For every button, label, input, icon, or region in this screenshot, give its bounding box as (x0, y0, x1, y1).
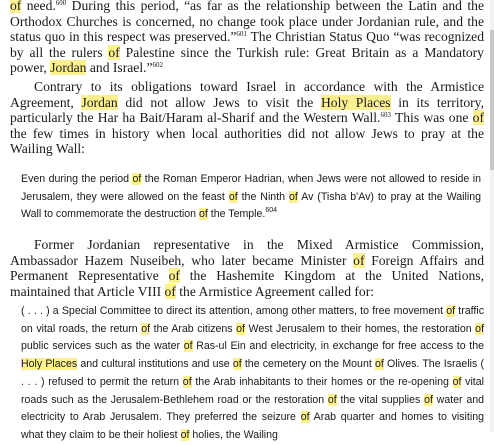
search-highlight: of (141, 322, 151, 335)
text-run: Even during the period (21, 173, 133, 185)
text-run: in its territory, particularly the Har ha Bait/Haram al-Sharif and the Western Wall. (10, 94, 484, 126)
text-run: did not allow Jews to visit the (117, 94, 321, 110)
text-run: Palestine since the Turkish rule: Great Britain as a Mandatory power, (10, 44, 484, 76)
text-run: holies, the Wailing (189, 428, 278, 441)
search-highlight: of (353, 252, 365, 268)
text-run: the Temple. (207, 208, 266, 221)
paragraph-2 (10, 79, 484, 157)
search-highlight: Jordan (50, 60, 87, 76)
text-run: and Israel.” (86, 60, 153, 76)
search-highlight: of (288, 190, 298, 203)
search-highlight: of (424, 393, 433, 406)
text-run: vital roads such as the Jerusalem-Bethlehem road or the restoration (21, 375, 484, 406)
footnote-ref: 600 (55, 0, 67, 7)
block-quote-article-viii (21, 303, 484, 445)
text-run: the Arab citizens (150, 322, 237, 335)
text-run: the Hashemite Kingdom at the United Nations, maintained that Article VIII (10, 268, 484, 299)
text-run: Av (Tisha b'Av) to pray at the Wailing Wall to commemorate the destruction (21, 190, 481, 221)
search-highlight: of (374, 358, 384, 371)
search-highlight: of (182, 375, 192, 388)
paragraph-1 (10, 0, 484, 76)
text-run: the cemetery on the Mount (241, 358, 375, 371)
block-quote-hadrian (21, 171, 481, 224)
text-run: During this period, “as far as the relationship between the Latin and the Orthodox Churches is concerned, no change took place under Jordanian rule, and the status quo in this respect was preserved.” (10, 0, 484, 45)
search-highlight: of (472, 110, 484, 126)
search-highlight: of (10, 0, 22, 13)
text-run: the few times in history when local authorities did not allow Jews to pray at the Wailing Wall: (10, 125, 484, 157)
scrollbar-thumb[interactable] (490, 30, 494, 170)
paragraph-nuseibeh (10, 237, 484, 299)
text-run: Foreign Affairs and Permanent Representative (10, 252, 484, 284)
footnote-ref: 604 (265, 207, 278, 215)
footnote-ref: 602 (152, 61, 164, 70)
search-highlight: of (108, 44, 120, 60)
search-highlight: of (232, 358, 242, 371)
search-highlight: of (475, 322, 485, 335)
search-highlight: Jordan (81, 94, 118, 110)
text-run: the Ninth (237, 190, 289, 203)
text-run: Ras-ul Ein and electricity, in exchange for free access to the (192, 340, 485, 353)
text-run: The Christian Status Quo “was recognized by all the rulers (10, 29, 484, 60)
text-run: public services such as the water (21, 340, 184, 353)
search-highlight: of (236, 322, 245, 335)
search-highlight: Holy Places (320, 94, 391, 110)
search-highlight: of (164, 283, 176, 299)
text-run: the Armistice Agreement called for: (175, 283, 375, 299)
search-highlight: of (183, 340, 193, 353)
text-run: West Jerusalem to their homes, the restoration (244, 322, 476, 335)
text-run: need. (21, 0, 56, 13)
search-highlight: of (180, 428, 190, 441)
search-highlight: of (168, 268, 180, 284)
search-highlight: Holy Places (21, 358, 78, 371)
text-run: ( . . . ) a Special Committee to direct its attention, among other matters, to free movement (21, 305, 447, 317)
text-run: the Arab inhabitants to their homes or the re-opening (191, 375, 453, 388)
text-run: the Roman Emperor Hadrian, when Jews were not allowed to reside in Jerusalem, they were allowed on the feast (21, 173, 481, 203)
text-run: and cultural institutions and use (77, 358, 233, 371)
vertical-scrollbar[interactable] (490, 0, 494, 432)
search-highlight: of (327, 393, 337, 406)
search-highlight: of (199, 208, 208, 221)
text-run: Contrary to its obligations toward Israel in accordance with the Armistice Agreement, (10, 79, 484, 110)
text-run: Olives. The Israelis ( . . . ) refused to permit the return (21, 358, 485, 388)
search-highlight: of (300, 411, 310, 424)
text-run: the vital supplies (336, 393, 425, 406)
text-run: water and electricity to Arab Jerusalem. They preferred the seizure (21, 393, 484, 424)
search-highlight: of (452, 375, 462, 388)
footnote-ref: 603 (380, 111, 391, 120)
text-run: traffic on vital roads, the return (21, 305, 484, 335)
text-run: This was one (390, 110, 473, 126)
text-run: Arab quarter and homes to visiting what they claim to be their holiest (21, 411, 484, 441)
text-run: Former Jordanian representative in the Mixed Armistice Commission, Ambassador Hazem Nuseibeh, who later became Minister (10, 237, 484, 268)
search-highlight: of (446, 305, 456, 317)
search-highlight: of (228, 190, 238, 203)
search-highlight: of (132, 173, 142, 185)
footnote-ref: 601 (236, 30, 247, 39)
